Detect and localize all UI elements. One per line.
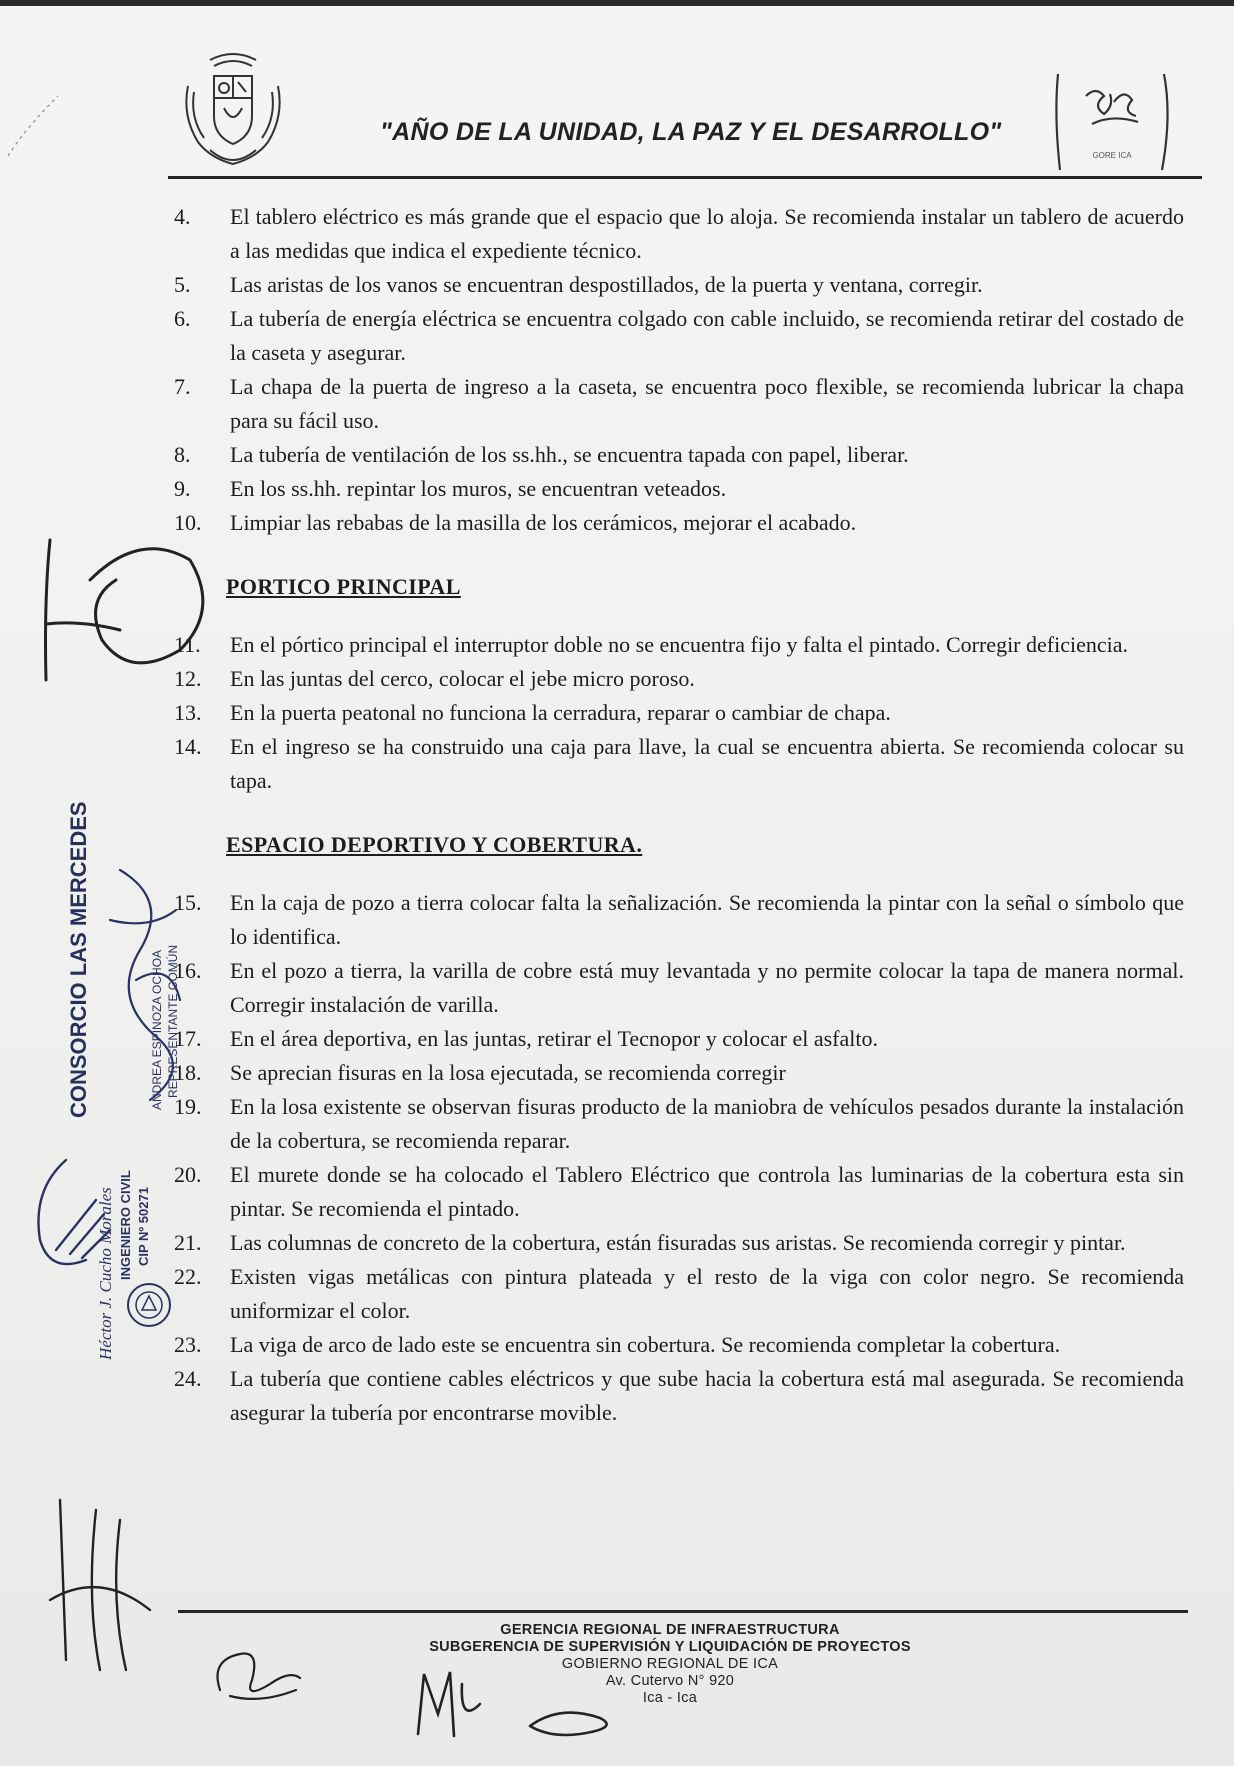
list-item xyxy=(174,1226,1184,1260)
section-heading-deportivo: ESPACIO DEPORTIVO Y COBERTURA. xyxy=(226,832,643,857)
item-text: La tubería que contiene cables eléctricos y que sube hacia la cobertura está mal asegurada. Se recomienda asegurar la tubería por encontrarse movible. xyxy=(230,1366,1184,1425)
list-item xyxy=(174,1362,1184,1430)
item-text: En los ss.hh. repintar los muros, se encuentran veteados. xyxy=(230,476,727,501)
signature-consorcio-icon xyxy=(80,860,200,1110)
institution-logo-icon xyxy=(1052,66,1172,176)
list-item xyxy=(174,1328,1184,1362)
list-item xyxy=(174,370,1184,438)
list-item xyxy=(174,954,1184,1022)
item-number: 13. xyxy=(174,700,202,725)
item-text: El murete donde se ha colocado el Tablero Eléctrico que controla las luminarias de la cobertura esta sin pintar. Se recomienda el pintado. xyxy=(230,1162,1184,1221)
item-text: El tablero eléctrico es más grande que el espacio que lo aloja. Se recomienda instalar un tablero de acuerdo a las medidas que indica el expediente técnico. xyxy=(230,204,1184,263)
item-text: En el pozo a tierra, la varilla de cobre está muy levantada y no permite colocar la tapa de manera normal. Corregir instalación de varilla. xyxy=(230,958,1184,1017)
item-number: 19. xyxy=(174,1094,202,1119)
item-number: 11. xyxy=(174,632,201,657)
list-item xyxy=(174,506,1184,540)
item-number: 20. xyxy=(174,1162,202,1187)
item-text: La tubería de energía eléctrica se encuentra colgado con cable incluido, se recomienda retirar del costado de la caseta y asegurar. xyxy=(230,306,1184,365)
signature-representative-icon xyxy=(40,1480,170,1680)
section-heading-portico: PORTICO PRINCIPAL xyxy=(226,574,461,599)
item-text: En el ingreso se ha construido una caja para llave, la cual se encuentra abierta. Se recomienda colocar su tapa. xyxy=(230,734,1184,793)
item-number: 6. xyxy=(174,306,191,331)
signature-footer-center-icon xyxy=(410,1664,640,1744)
engineer-seal-icon xyxy=(124,1280,174,1330)
list-item xyxy=(174,1022,1184,1056)
item-text: Existen vigas metálicas con pintura plateada y el resto de la viga con color negro. Se recomienda uniformizar el color. xyxy=(230,1264,1184,1323)
item-text: En el área deportiva, en las juntas, retirar el Tecnopor y colocar el asfalto. xyxy=(230,1026,878,1051)
header-motto: "AÑO DE LA UNIDAD, LA PAZ Y EL DESARROLLO" xyxy=(380,118,1002,146)
list-item xyxy=(174,302,1184,370)
item-number: 9. xyxy=(174,476,191,501)
item-text: En las juntas del cerco, colocar el jebe micro poroso. xyxy=(230,666,695,691)
footer-line: GOBIERNO REGIONAL DE ICA xyxy=(561,1656,779,1672)
handwritten-initials-icon xyxy=(20,520,210,700)
representative-name-stamp: ANDREA ESPINOZA OCHOA xyxy=(150,949,164,1110)
item-number: 15. xyxy=(174,890,202,915)
item-text: La tubería de ventilación de los ss.hh., se encuentra tapada con papel, liberar. xyxy=(230,442,909,467)
item-text: La viga de arco de lado este se encuentra sin cobertura. Se recomienda completar la cobertura. xyxy=(230,1332,1061,1357)
item-number: 10. xyxy=(174,510,202,535)
item-number: 21. xyxy=(174,1230,202,1255)
item-text: Limpiar las rebabas de la masilla de los cerámicos, mejorar el acabado. xyxy=(230,510,857,535)
item-number: 16. xyxy=(174,958,202,983)
list-item xyxy=(174,730,1184,798)
item-text: La chapa de la puerta de ingreso a la caseta, se encuentra poco flexible, se recomienda lubricar la chapa para su fácil uso. xyxy=(230,374,1184,433)
list-item xyxy=(174,1158,1184,1226)
list-item xyxy=(174,438,1184,472)
item-text: En la losa existente se observan fisuras producto de la maniobra de vehículos pesados durante la instalación de la cobertura, se recomienda reparar. xyxy=(230,1094,1184,1153)
footer-rule xyxy=(178,1610,1188,1613)
list-item xyxy=(174,696,1184,730)
representative-title-stamp: REPRESENTANTE COMÚN xyxy=(166,944,180,1098)
list-item xyxy=(174,1260,1184,1328)
item-number: 5. xyxy=(174,272,191,297)
item-text: Las columnas de concreto de la cobertura, están fisuradas sus aristas. Se recomienda corregir y pintar. xyxy=(230,1230,1126,1255)
consorcio-stamp: CONSORCIO LAS MERCEDES xyxy=(66,801,91,1118)
items-group-1 xyxy=(174,200,1184,540)
list-item xyxy=(174,1090,1184,1158)
item-text: Se aprecian fisuras en la losa ejecutada, se recomienda corregir xyxy=(230,1060,786,1085)
item-text: Las aristas de los vanos se encuentran despostillados, de la puerta y ventana, corregir. xyxy=(230,272,983,297)
svg-text:GORE ICA: GORE ICA xyxy=(1092,151,1132,160)
item-number: 12. xyxy=(174,666,202,691)
item-text: En la caja de pozo a tierra colocar falta la señalización. Se recomienda la pintar con la señal o símbolo que lo identifica. xyxy=(230,890,1184,949)
engineer-title-stamp: INGENIERO CIVIL xyxy=(118,1170,133,1280)
item-number: 23. xyxy=(174,1332,202,1357)
item-number: 22. xyxy=(174,1264,202,1289)
item-number: 18. xyxy=(174,1060,202,1085)
list-item xyxy=(174,200,1184,268)
engineer-cip-stamp: CIP Nº 50271 xyxy=(136,1187,151,1266)
footer-line: Ica - Ica xyxy=(642,1690,698,1706)
item-number: 17. xyxy=(174,1026,202,1051)
scan-mark-icon xyxy=(4,90,64,160)
item-number: 4. xyxy=(174,204,191,229)
observations-list xyxy=(174,200,1184,1430)
list-item xyxy=(174,662,1184,696)
engineer-name-stamp: Héctor J. Cucho Morales xyxy=(96,1187,115,1360)
header-rule xyxy=(168,176,1202,179)
list-item xyxy=(174,628,1184,662)
items-group-deportivo xyxy=(174,886,1184,1430)
list-item xyxy=(174,472,1184,506)
list-item xyxy=(174,268,1184,302)
footer-line: SUBGERENCIA DE SUPERVISIÓN Y LIQUIDACIÓN DE PROYECTOS xyxy=(429,1639,911,1655)
item-text: En el pórtico principal el interruptor doble no se encuentra fijo y falta el pintado. Corregir deficiencia. xyxy=(230,632,1128,657)
item-number: 24. xyxy=(174,1366,202,1391)
item-number: 14. xyxy=(174,734,202,759)
footer-line: Av. Cutervo N° 920 xyxy=(605,1673,735,1689)
signature-footer-left-icon xyxy=(200,1630,310,1710)
footer-line: GERENCIA REGIONAL DE INFRAESTRUCTURA xyxy=(500,1622,840,1638)
item-text: En la puerta peatonal no funciona la cerradura, reparar o cambiar de chapa. xyxy=(230,700,891,725)
list-item xyxy=(174,886,1184,954)
item-number: 7. xyxy=(174,374,191,399)
list-item xyxy=(174,1056,1184,1090)
signature-engineer-icon xyxy=(26,1150,116,1280)
item-number: 8. xyxy=(174,442,191,467)
items-group-portico xyxy=(174,628,1184,798)
